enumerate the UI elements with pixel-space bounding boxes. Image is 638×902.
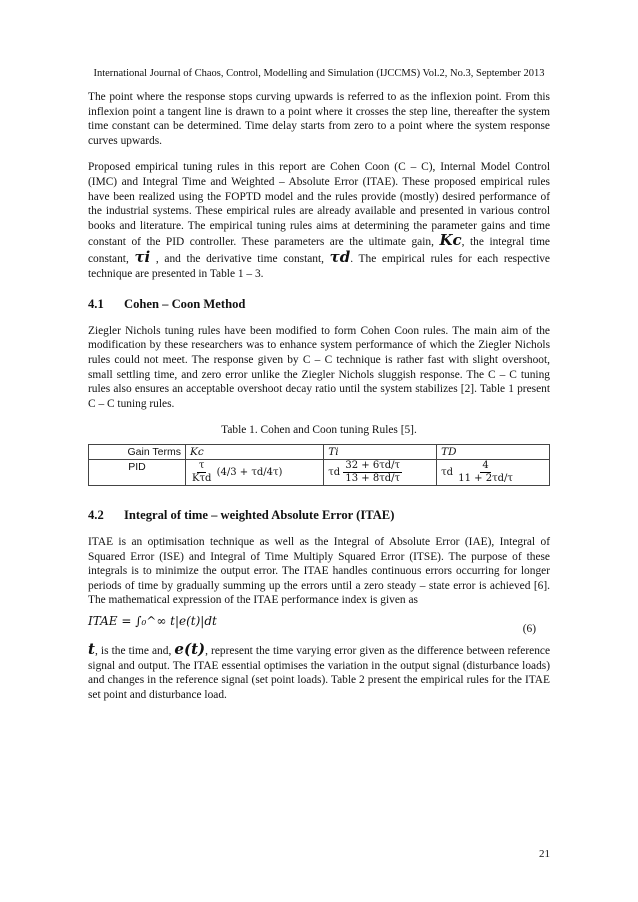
row-label-pid: PID — [89, 460, 186, 486]
header-ti: Ti — [324, 444, 437, 460]
section-title: Integral of time – weighted Absolute Error (ITAE) — [124, 508, 395, 523]
cell-ti-formula — [324, 460, 437, 486]
kc-paren-term: (4/3 + τd/4τ) — [216, 467, 283, 479]
header-kc: Kc — [186, 444, 324, 460]
equation-number: (6) — [522, 623, 536, 636]
paragraph-cohen-coon: Ziegler Nichols tuning rules have been modified to form Cohen Coon rules. The main aim of the modification by these researchers was to enhance system performance of which the Ziegler Nichols rules could not meet. The response given by C – C technique is rather fast with slight overshoot, small settling time, and zero error unlike the Ziegler Nichols sluggish response. The C – C tuning rules also ensures an acceptable overshoot decay ratio until the system stabilizes [2]. Table 1 present C – C tuning rules. — [88, 324, 550, 410]
paragraph-itae: ITAE is an optimisation technique as well as the Integral of Absolute Error (IAE), Integral of Squared Error (ISE) and Integral of Time Multiply Squared Error (ITSE). The purpose of these integrals is to minimize the output error. The ITAE handles continuous errors occurring for longer periods of time by gradually summing up the errors until a zero steady – state error is achieved [6]. The mathematical expression of the ITAE performance index is given as — [88, 536, 550, 607]
section-heading-4-1 — [88, 297, 550, 312]
section-number: 4.2 — [88, 508, 104, 523]
kc-fraction: $\frac{\tau}{\text{Kτd}}$ — [192, 460, 212, 485]
running-header: International Journal of Chaos, Control, Modelling and Simulation (IJCCMS) Vol.2, No.3, September 2013 — [93, 68, 545, 79]
header-td: TD — [437, 444, 550, 460]
cell-td-formula — [437, 460, 550, 486]
td-symbol: τd — [329, 247, 351, 266]
cell-kc-formula — [186, 460, 324, 486]
p5-text-b: , represent the time varying error given as the difference between reference signal and output. The ITAE essential optimises the variation in the output signal (disturbance loads) and changes in the reference signal (set point loads). Table 2 present the empirical rules for the ITAE set point and disturbance load. — [88, 645, 551, 701]
section-heading-4-2 — [88, 508, 550, 523]
ti-prefix: τd — [328, 467, 341, 479]
section-number: 4.1 — [88, 297, 104, 312]
td-prefix: τd — [441, 467, 454, 479]
et-symbol: e(t) — [174, 640, 206, 659]
table-row-pid — [89, 460, 550, 486]
ti-fraction: $\frac{32 + 6\tau d/\tau}{13 + 8\tau d/\tau}$ — [345, 460, 401, 485]
kc-symbol: Kc — [439, 231, 462, 250]
p2-text-c: , and the derivative time constant, — [150, 252, 330, 265]
paragraph-inflexion: The point where the response stops curving upwards is referred to as the inflexion point. From this inflexion point a tangent line is drawn to a point where it crosses the step line, thereafter the system time constant can be determined. Time delay starts from zero to a point where the system response curves upwards. — [88, 91, 550, 147]
page-number: 21 — [539, 848, 550, 860]
section-title: Cohen – Coon Method — [124, 297, 246, 312]
table-caption: Table 1. Cohen and Coon tuning Rules [5]. — [221, 424, 417, 437]
p2-text-b: , the integral time constant, — [88, 236, 550, 265]
equation-itae — [88, 614, 550, 634]
p2-text-a: Proposed empirical tuning rules in this report are Cohen Coon (C – C), Internal Model Control (IMC) and Integral Time and Weighted – Absolute Error (ITAE). These proposed empirical rules have been realized using the FOPTD model and the rules provide (mostly) desired performance of the industrial systems. These empirical rules are already available and presented in various control books and literature. The empirical tuning rules aims at determining the parameter gains and time constant of the PID controller. These parameters are the ultimate gain, — [88, 161, 550, 249]
p2-text-d: . The empirical rules for each respective technique are presented in Table 1 – 3. — [88, 252, 550, 280]
t-symbol: t — [88, 640, 95, 659]
table-header-row — [89, 444, 550, 460]
header-gain-terms: Gain Terms — [89, 444, 186, 460]
p5-text-a: , is the time and, — [94, 645, 175, 658]
cohen-coon-table — [88, 444, 550, 487]
main-content — [88, 90, 550, 714]
equation-text: ITAE = ∫₀^∞ t|e(t)|dt — [88, 614, 217, 629]
td-fraction: $\frac{4}{11 + 2\tau d/\tau}$ — [458, 460, 513, 485]
paragraph-error-definition — [88, 642, 550, 702]
paragraph-tuning-rules — [88, 160, 550, 281]
ti-symbol: τi — [134, 247, 151, 266]
